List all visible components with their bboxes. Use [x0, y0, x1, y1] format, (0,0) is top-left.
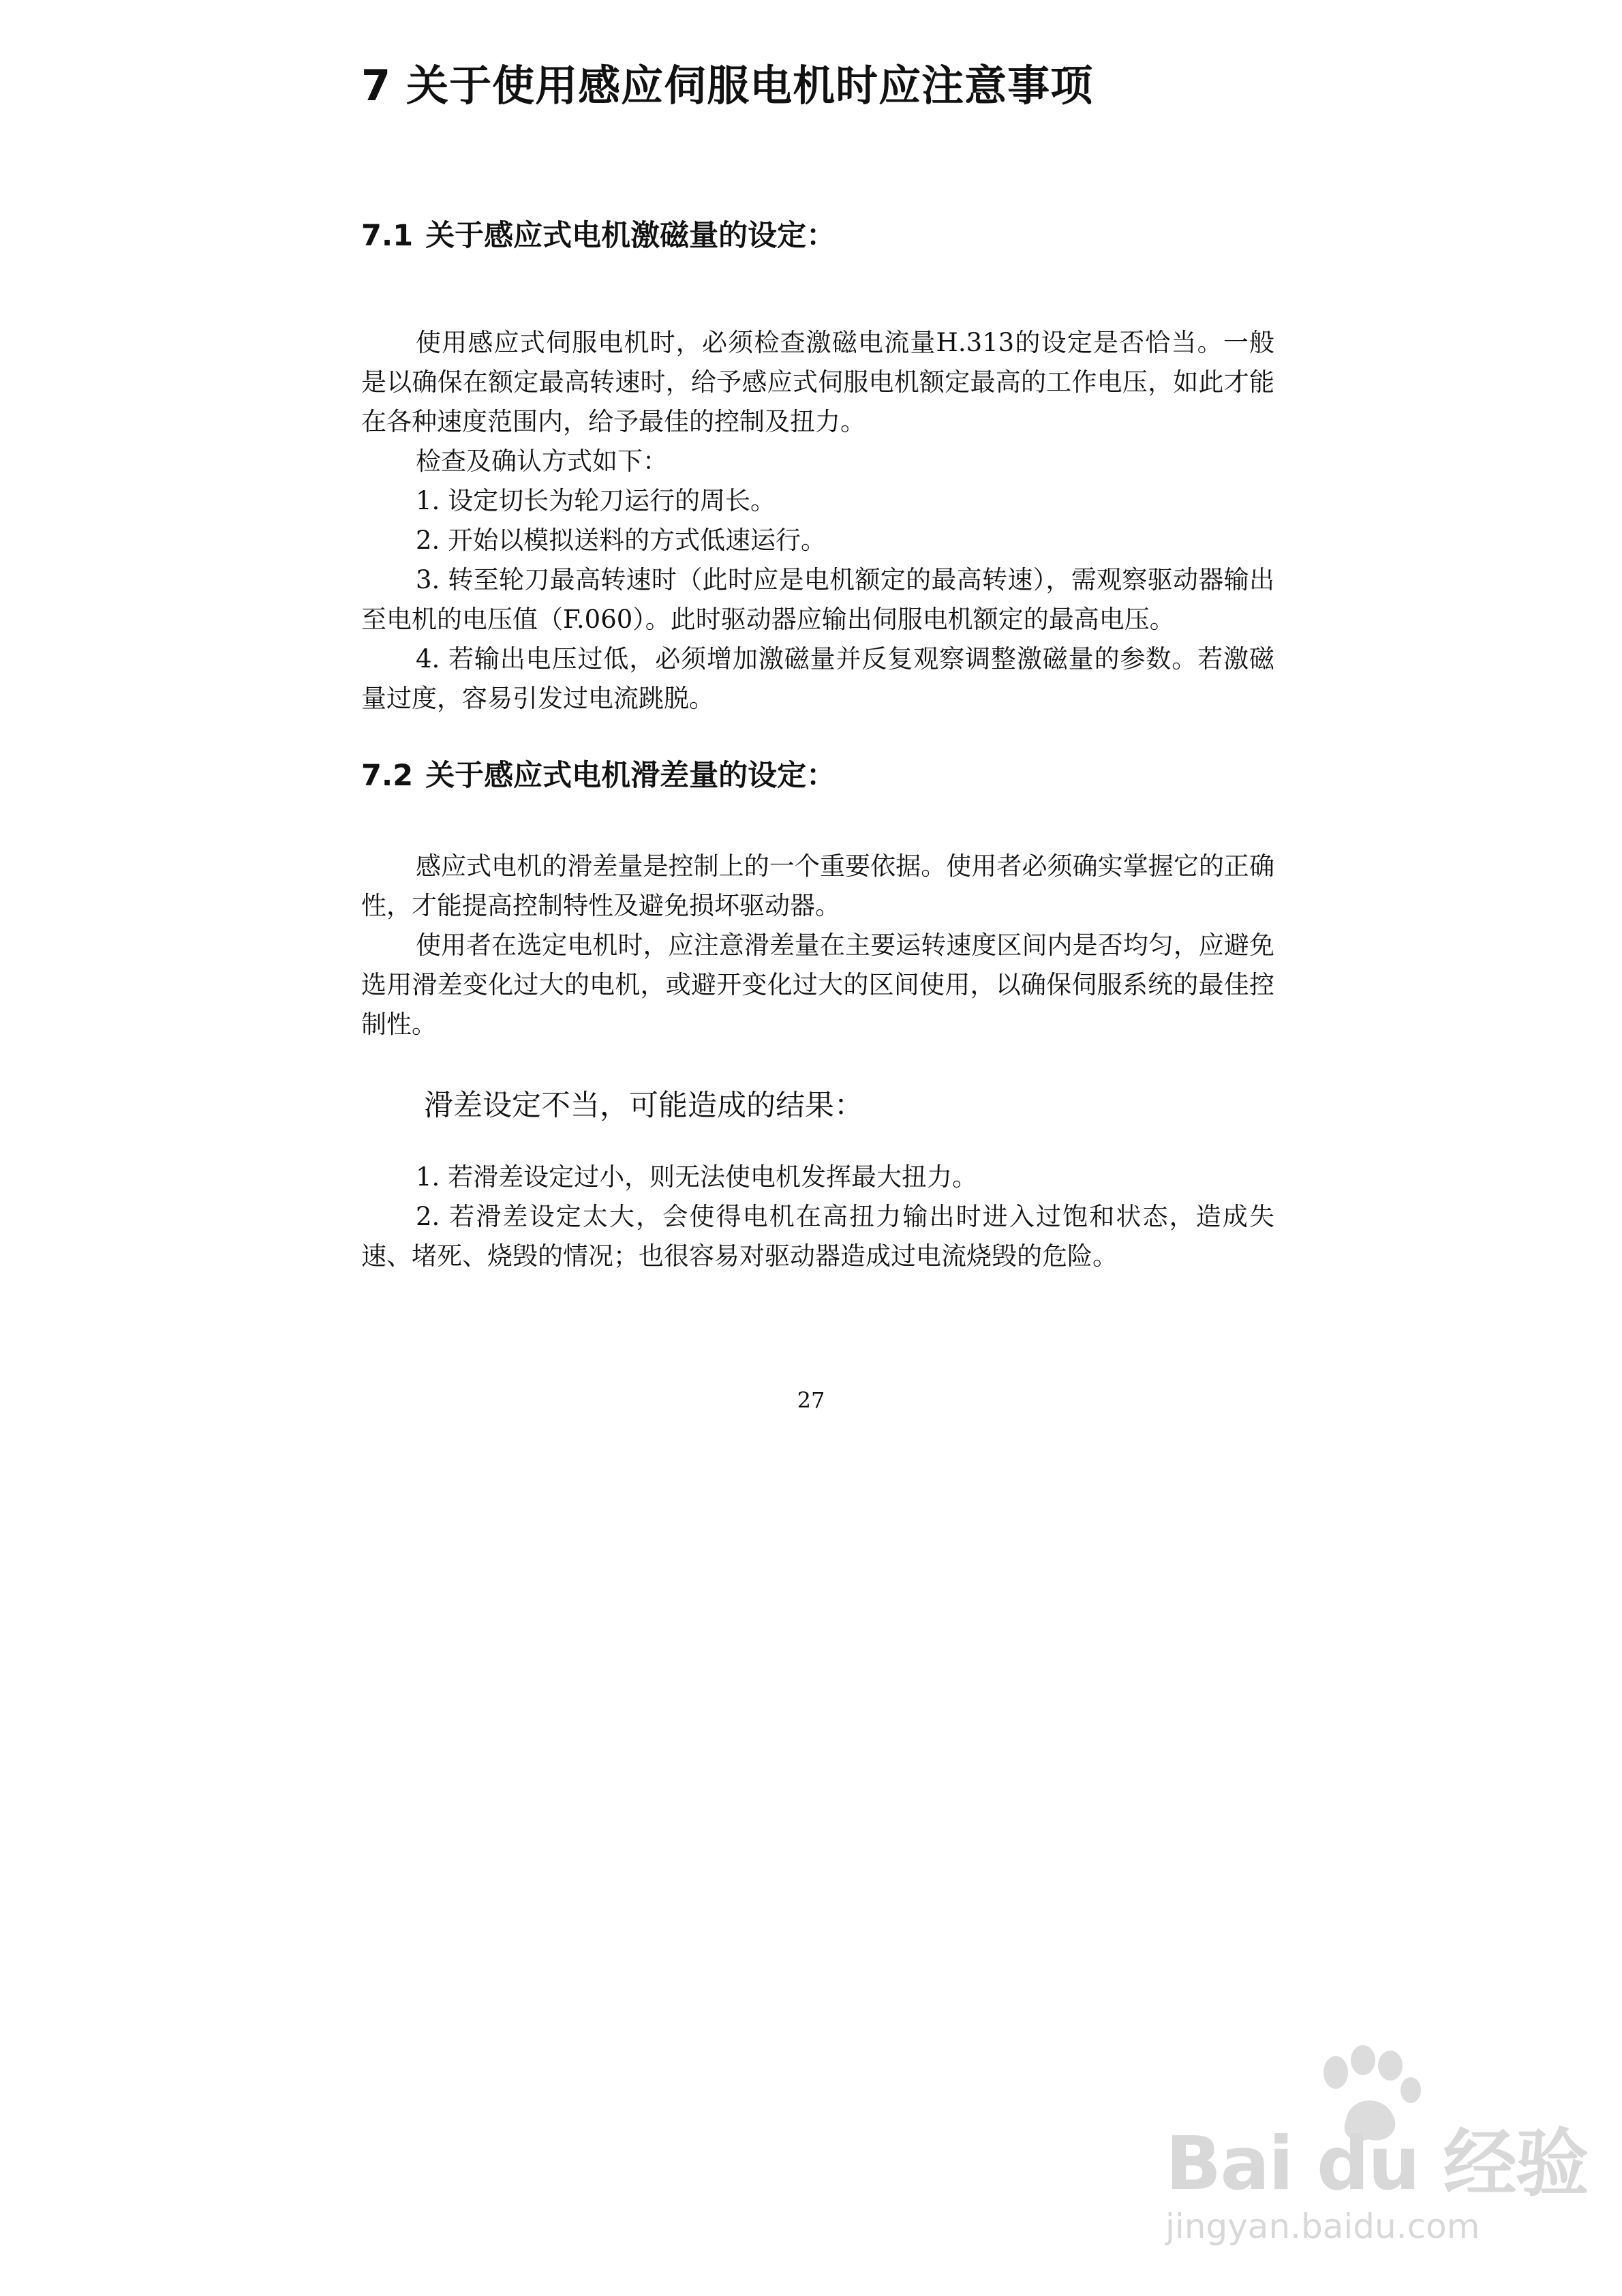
section-number: 7.2	[361, 759, 414, 793]
page-content	[361, 48, 1274, 1276]
list-item: 2. 若滑差设定太大，会使得电机在高扭力输出时进入过饱和状态，造成失速、堵死、烧毁的情况；也很容易对驱动器造成过电流烧毁的危险。	[361, 1202, 1274, 1271]
list-item: 4. 若输出电压过低，必须增加激磁量并反复观察调整激磁量的参数。若激磁量过度，容易引发过电流跳脱。	[361, 644, 1274, 713]
watermark-url: jingyan.baidu.com	[1165, 2207, 1480, 2246]
paragraph: 感应式电机的滑差量是控制上的一个重要依据。使用者必须确实掌握它的正确性，才能提高控制特性及避免损坏驱动器。	[361, 851, 1274, 920]
list-item: 2. 开始以模拟送料的方式低速运行。	[416, 526, 827, 555]
list-item: 1. 若滑差设定过小，则无法使电机发挥最大扭力。	[416, 1162, 978, 1192]
page-number: 27	[797, 1387, 825, 1413]
paragraph: 使用者在选定电机时，应注意滑差量在主要运转速度区间内是否均匀，应避免选用滑差变化过大的电机，或避开变化过大的区间使用，以确保伺服系统的最佳控制性。	[361, 931, 1274, 1039]
chapter-title	[361, 48, 1274, 124]
baidu-watermark	[1124, 2025, 1588, 2250]
section-7-1-title	[361, 214, 1274, 258]
section-title-text: 关于感应式电机滑差量的设定：	[425, 759, 836, 793]
paragraph: 检查及确认方式如下：	[416, 447, 668, 476]
section-number: 7.1	[361, 219, 414, 253]
section-title-text: 关于感应式电机激磁量的设定：	[425, 219, 836, 253]
watermark-brand: Bai du 经验	[1165, 2121, 1588, 2207]
chapter-number: 7	[361, 61, 392, 110]
chapter-title-text: 关于使用感应伺服电机时应注意事项	[406, 61, 1094, 110]
sub-heading: 滑差设定不当，可能造成的结果：	[424, 1089, 863, 1123]
section-7-2-title	[361, 754, 1274, 798]
list-item: 3. 转至轮刀最高转速时（此时应是电机额定的最高转速），需观察驱动器输出至电机的电压值（F.060）。此时驱动器应输出伺服电机额定的最高电压。	[361, 565, 1274, 634]
list-item: 1. 设定切长为轮刀运行的周长。	[416, 486, 776, 515]
paragraph: 使用感应式伺服电机时，必须检查激磁电流量H.313的设定是否恰当。一般是以确保在额定最高转速时，给予感应式伺服电机额定最高的工作电压，如此才能在各种速度范围内，给予最佳的控制及扭力。	[361, 328, 1274, 436]
